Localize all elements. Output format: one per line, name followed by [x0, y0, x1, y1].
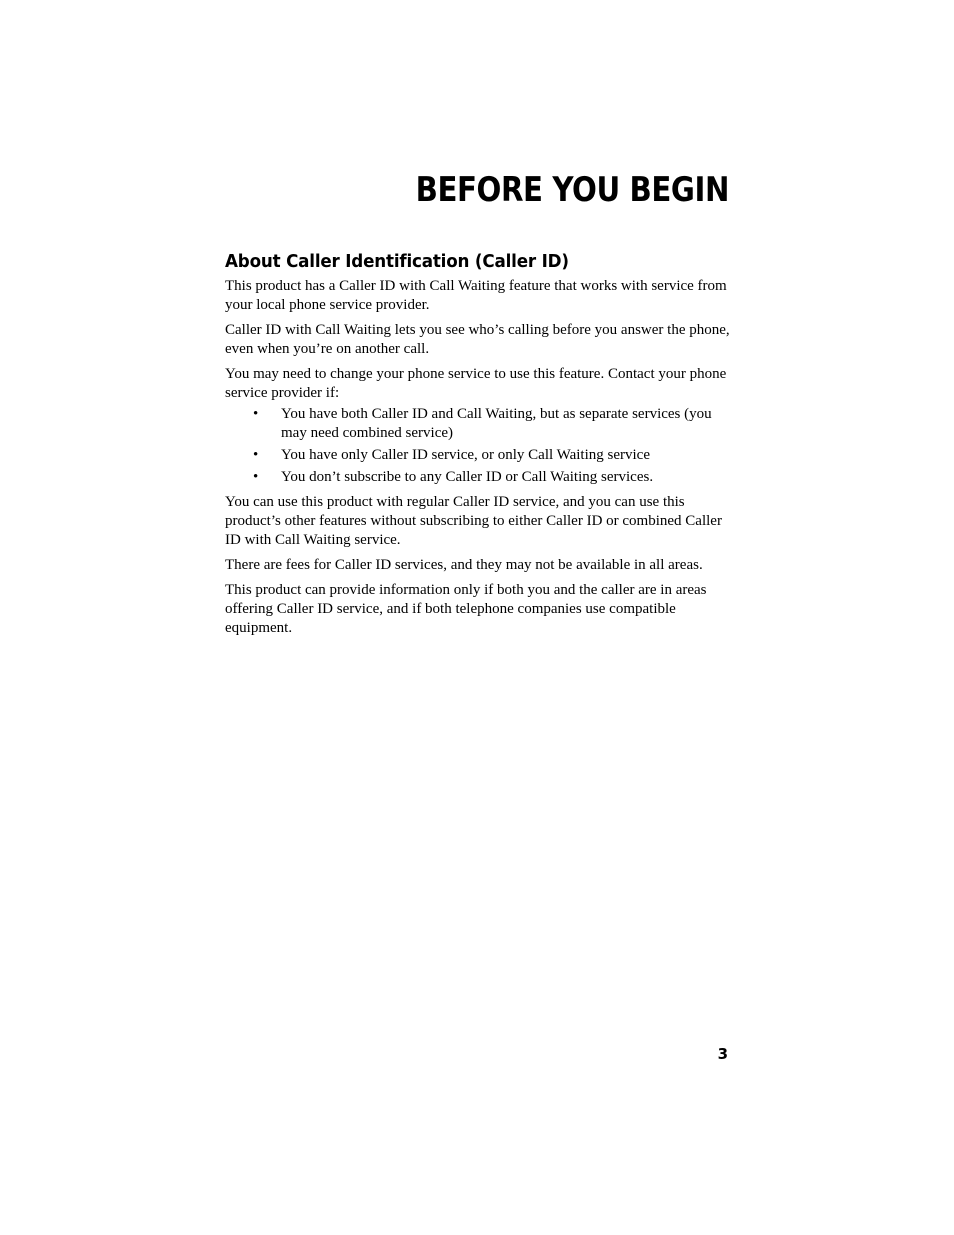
list-item [225, 468, 735, 487]
paragraph-regular-service: You can use this product with regular Caller ID service, and you can use this product’s other features without subscribing to either Caller ID or combined Caller ID with Call Waiting service. [225, 494, 722, 548]
bullet-icon: • [253, 469, 259, 485]
paragraph-fees: There are fees for Caller ID services, and they may not be available in all areas. [225, 557, 703, 573]
page-title: BEFORE YOU BEGIN [415, 170, 729, 210]
bullet-list [225, 405, 735, 487]
list-item [225, 446, 735, 465]
list-item [225, 405, 735, 443]
paragraph-call-waiting: Caller ID with Call Waiting lets you see who’s calling before you answer the phone, even when you’re on another call. [225, 322, 730, 357]
section-heading: About Caller Identification (Caller ID) [225, 251, 569, 272]
list-item-text: You have both Caller ID and Call Waiting, but as separate services (you may need combined service) [281, 406, 712, 441]
page-number: 3 [717, 1045, 728, 1063]
main-content [225, 249, 735, 644]
bullet-icon: • [253, 447, 259, 463]
bullet-icon: • [253, 406, 259, 422]
paragraph-contact-provider: You may need to change your phone service to use this feature. Contact your phone service provider if: [225, 366, 727, 401]
list-item-text: You have only Caller ID service, or only Call Waiting service [281, 447, 650, 463]
list-item-text: You don’t subscribe to any Caller ID or Call Waiting services. [281, 469, 654, 485]
paragraph-requirements: This product can provide information only if both you and the caller are in areas offering Caller ID service, and if both telephone companies use compatible equipment. [225, 582, 707, 636]
paragraph-intro: This product has a Caller ID with Call Waiting feature that works with service from your local phone service provider. [225, 278, 727, 313]
